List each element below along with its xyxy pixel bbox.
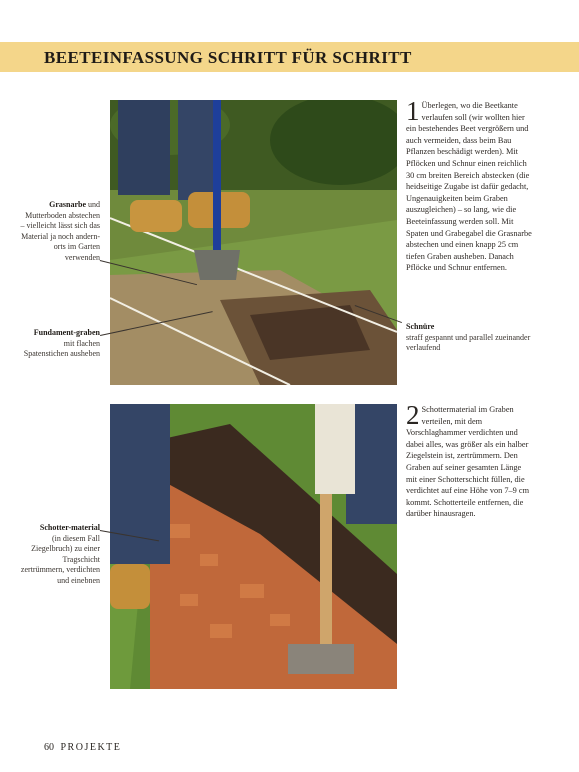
annotation-schnuere-title: Schnüre xyxy=(406,322,435,331)
annotation-schotter xyxy=(20,523,100,586)
page-footer xyxy=(44,742,121,753)
annotation-fundament-title: Fundament-graben xyxy=(33,328,100,337)
photo-rubble-illustration xyxy=(110,404,397,689)
step-2-body: Schottermaterial im Graben verteilen, mit dem Vorschlaghammer verdichten und dabei alles, was größer als ein halber Ziegelstein ist, zertrümmern. Den Graben auf seiner gesamten Länge mit einer Schotterschicht füllen, die verdichtet auf eine Höhe von 7–9 cm kommt. Schotterteile entfernen, die darüber hinausragen. xyxy=(406,405,530,519)
annotation-schnuere xyxy=(406,322,534,354)
annotation-schotter-text: (in diesem Fall Ziegelbruch) zu einer Tragschicht zertrümmern, verdichten und einebnen xyxy=(20,533,100,585)
page-title: BEETEINFASSUNG SCHRITT FÜR SCHRITT xyxy=(44,48,412,67)
annotation-fundament xyxy=(20,328,100,360)
page-number: 60 xyxy=(44,742,54,753)
photo-compacting-rubble xyxy=(110,404,397,689)
annotation-schnuere-text: straff gespannt und parallel zueinander verlaufend xyxy=(406,332,531,352)
annotation-schotter-title: Schotter-material xyxy=(39,523,100,532)
photo-digging-trench xyxy=(110,100,397,385)
step-1-text xyxy=(406,96,534,274)
step-2-number: 2 xyxy=(406,400,420,430)
step-1-number: 1 xyxy=(406,96,420,126)
step-1-body: Überlegen, wo die Beetkante verlaufen soll (wir wollten hier ein bestehendes Beet vergrößern und auch vermeiden, dass beim Bau Pflanzen beschädigt werden). Mit Pflöcken und Schnur einen reichlich 30 cm breiten Bereich abstecken (die heidseitige Zugabe ist dafür gedacht, Ungenauigkeiten beim Graben auszugleichen) – so lang, wie die Beeteinfassung werden soll. Mit Spaten und Grabegabel die Grasnarbe abstechen und einen knapp 25 cm tiefen Graben ausheben. Danach Pflöcke und Schnur entfernen. xyxy=(406,101,532,273)
annotation-grasnarbe xyxy=(20,200,100,263)
photo-digging-illustration xyxy=(110,100,397,385)
annotation-grasnarbe-title: Grasnarbe xyxy=(49,200,86,209)
annotation-fundament-text: mit flachen Spatenstichen ausheben xyxy=(23,338,100,358)
section-name: PROJEKTE xyxy=(60,742,122,753)
step-2-text xyxy=(406,400,534,520)
annotation-grasnarbe-text: und Mutterboden abstechen – vielleicht lässt sich das Material ja noch andern-orts im Garten verwenden xyxy=(20,200,100,262)
